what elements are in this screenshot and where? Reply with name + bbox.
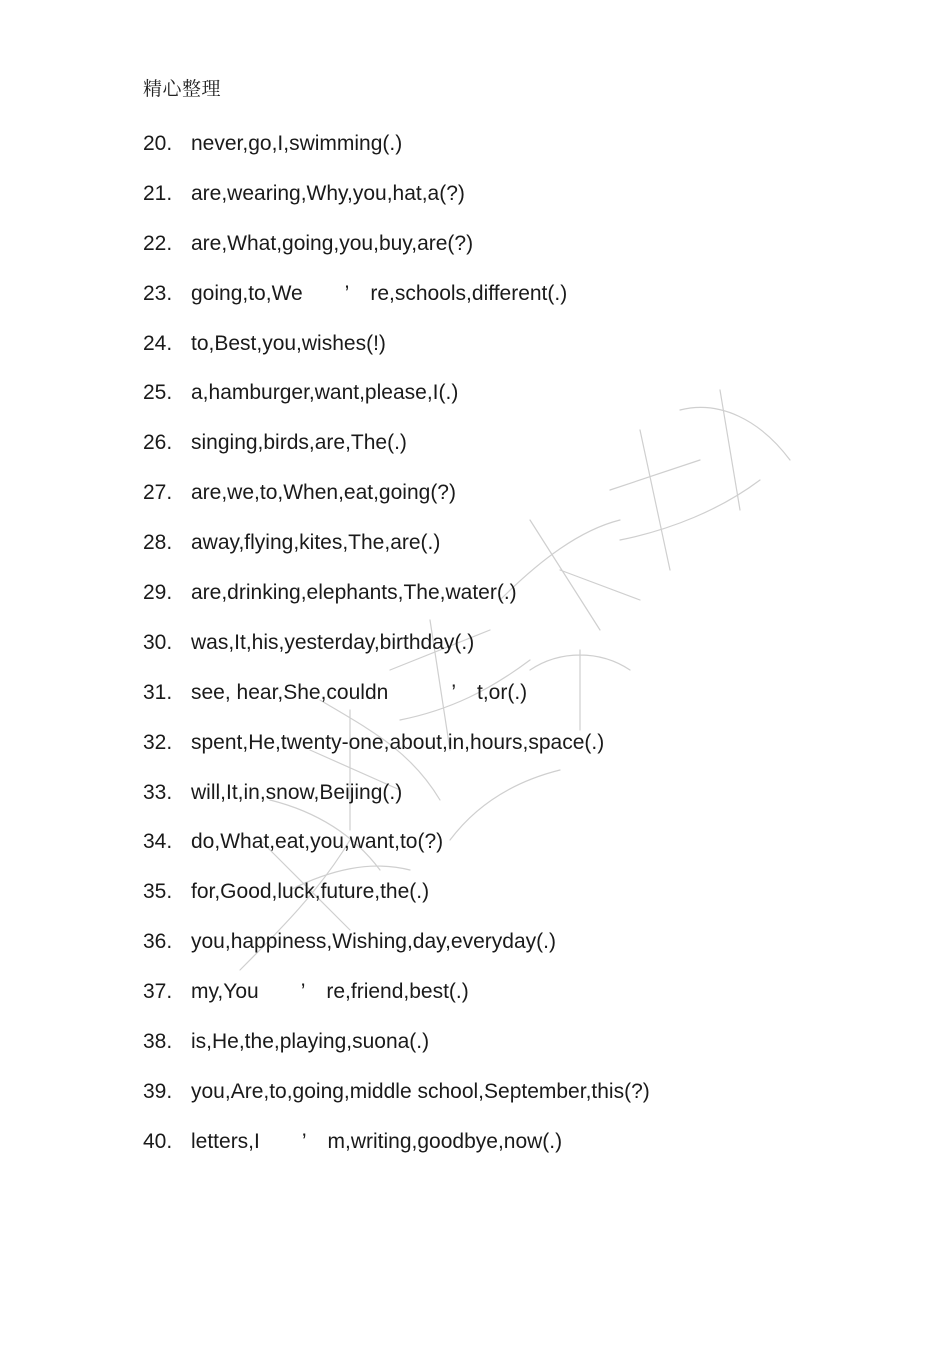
list-item <box>143 429 650 479</box>
item-text: see, hear,She,couldn ’ t,or(.) <box>191 680 528 704</box>
list-item <box>143 579 650 629</box>
list-item <box>143 878 650 928</box>
item-number: 21. <box>143 181 173 205</box>
item-number: 22. <box>143 231 173 255</box>
item-text: a,hamburger,want,please,I(.) <box>191 381 459 405</box>
list-item <box>143 1128 650 1178</box>
list-item <box>143 230 650 280</box>
list-item <box>143 729 650 779</box>
item-number: 31. <box>143 680 173 704</box>
list-item <box>143 779 650 829</box>
item-text: my,You ’ re,friend,best(.) <box>191 980 469 1004</box>
item-text: letters,I ’ m,writing,goodbye,now(.) <box>191 1129 563 1153</box>
item-text: are,What,going,you,buy,are(?) <box>191 231 474 255</box>
list-item <box>143 928 650 978</box>
item-number: 34. <box>143 830 173 854</box>
exercise-list <box>143 130 650 1178</box>
item-text: to,Best,you,wishes(!) <box>191 331 386 355</box>
item-text: are,wearing,Why,you,hat,a(?) <box>191 181 465 205</box>
item-number: 36. <box>143 930 173 954</box>
item-text: are,we,to,When,eat,going(?) <box>191 481 456 505</box>
list-item <box>143 978 650 1028</box>
list-item <box>143 330 650 380</box>
item-text: are,drinking,elephants,The,water(.) <box>191 581 517 605</box>
item-text: do,What,eat,you,want,to(?) <box>191 830 444 854</box>
item-text: was,It,his,yesterday,birthday(.) <box>191 630 475 654</box>
item-number: 27. <box>143 481 173 505</box>
item-number: 28. <box>143 531 173 555</box>
item-text: will,It,in,snow,Beijing(.) <box>191 780 403 804</box>
list-item <box>143 479 650 529</box>
item-number: 32. <box>143 730 173 754</box>
list-item <box>143 629 650 679</box>
item-text: going,to,We ’ re,schools,different(.) <box>191 281 568 305</box>
item-text: you,Are,to,going,middle school,September,this(?) <box>191 1079 650 1103</box>
item-number: 30. <box>143 630 173 654</box>
item-number: 39. <box>143 1079 173 1103</box>
list-item <box>143 280 650 330</box>
item-number: 20. <box>143 132 173 155</box>
item-text: for,Good,luck,future,the(.) <box>191 880 430 904</box>
item-number: 40. <box>143 1129 173 1153</box>
item-number: 23. <box>143 281 173 305</box>
list-item <box>143 828 650 878</box>
item-number: 29. <box>143 581 173 605</box>
item-number: 38. <box>143 1030 173 1054</box>
item-number: 35. <box>143 880 173 904</box>
page-header: 精心整理 <box>143 78 222 100</box>
list-item <box>143 180 650 230</box>
item-text: you,happiness,Wishing,day,everyday(.) <box>191 930 556 954</box>
item-number: 25. <box>143 381 173 405</box>
item-text: is,He,the,playing,suona(.) <box>191 1030 430 1054</box>
item-text: never,go,I,swimming(.) <box>191 132 403 155</box>
list-item <box>143 679 650 729</box>
list-item <box>143 1078 650 1128</box>
item-text: spent,He,twenty-one,about,in,hours,space(.) <box>191 730 605 754</box>
list-item <box>143 529 650 579</box>
list-item <box>143 130 650 180</box>
list-item <box>143 1028 650 1078</box>
item-text: away,flying,kites,The,are(.) <box>191 531 441 555</box>
item-text: singing,birds,are,The(.) <box>191 431 407 455</box>
item-number: 24. <box>143 331 173 355</box>
item-number: 33. <box>143 780 173 804</box>
list-item <box>143 379 650 429</box>
item-number: 26. <box>143 431 173 455</box>
item-number: 37. <box>143 980 173 1004</box>
